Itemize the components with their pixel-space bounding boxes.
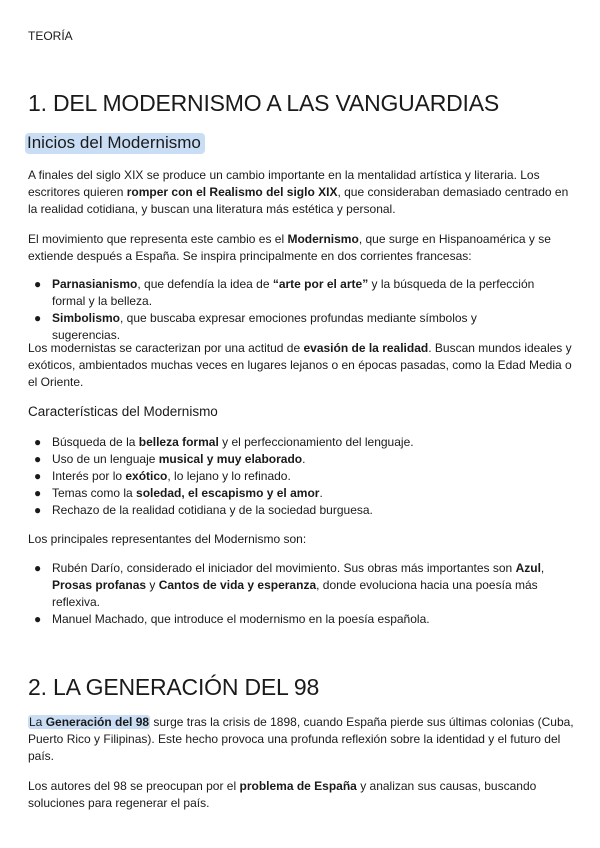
bullet-icon: ●: [34, 469, 42, 483]
list-item: ● Uso de un lenguaje musical y muy elaborado.: [34, 452, 306, 466]
bullet-icon: ●: [34, 277, 42, 291]
bullet-icon: ●: [34, 435, 42, 449]
list-item-simbolismo: ● Simbolismo, que buscaba expresar emociones profundas mediante símbolos y sugerencias.: [34, 311, 477, 342]
list-item: ● Interés por lo exótico, lo lejano y lo refinado.: [34, 469, 291, 483]
features-title: Características del Modernismo: [28, 404, 218, 419]
highlight-span: La Generación del 98: [29, 715, 150, 729]
list-item-ruben-dario: ● Rubén Darío, considerado el iniciador del movimiento. Sus obras más importantes son Azul, Prosas profanas y Cantos de vida y esperanza, donde evoluciona hacia una poesía más reflexiva.: [34, 561, 545, 609]
features-list: [28, 434, 576, 519]
paragraph-representantes: Los principales representantes del Modernismo son:: [28, 532, 307, 546]
paragraph-intro: A finales del siglo XIX se produce un cambio importante en la mentalidad artística y literaria. Los escritores quieren romper con el Realismo del siglo XIX, que consideraban demasiado centrado en la realidad cotidiana, y buscan una literatura más estética y personal.: [28, 168, 569, 216]
list-item: ● Rechazo de la realidad cotidiana y de la sociedad burguesa.: [34, 503, 373, 517]
bullet-icon: ●: [34, 452, 42, 466]
list-item-parnasianismo: ● Parnasianismo, que defendía la idea de “arte por el arte” y la búsqueda de la perfección formal y la belleza.: [34, 277, 535, 308]
currents-list: [28, 276, 548, 344]
bullet-icon: ●: [34, 311, 42, 325]
paragraph-generacion98: La Generación del 98 surge tras la crisis de 1898, cuando España pierde sus últimas colonias (Cuba, Puerto Rico y Filipinas). Este hecho provoca una profunda reflexión sobre la identidad y el futuro del país.: [28, 715, 574, 763]
list-item: ● Temas como la soledad, el escapismo y el amor.: [34, 486, 323, 500]
section1-subtitle: Inicios del Modernismo: [25, 133, 205, 154]
section1-title: 1. DEL MODERNISMO A LAS VANGUARDIAS: [28, 90, 500, 116]
paragraph-problema-espana: Los autores del 98 se preocupan por el problema de España y analizan sus causas, buscando soluciones para regenerar el país.: [28, 779, 537, 810]
bullet-icon: ●: [34, 612, 42, 626]
list-item-manuel-machado: ● Manuel Machado, que introduce el modernismo en la poesía española.: [34, 612, 430, 626]
paragraph-evasion: Los modernistas se caracterizan por una actitud de evasión de la realidad. Buscan mundos ideales y exóticos, ambientados muchas veces en lugares lejanos o en épocas pasadas, como la Edad Media o el Oriente.: [28, 341, 572, 389]
paragraph-modernismo: El movimiento que representa este cambio es el Modernismo, que surge en Hispanoamérica y se extiende después a España. Se inspira principalmente en dos corrientes francesas:: [28, 232, 551, 263]
page-label: TEORÍA: [28, 29, 73, 43]
authors-list: [28, 560, 550, 628]
list-item: ● Búsqueda de la belleza formal y el perfeccionamiento del lenguaje.: [34, 435, 414, 449]
bullet-icon: ●: [34, 561, 42, 575]
bullet-icon: ●: [34, 486, 42, 500]
bullet-icon: ●: [34, 503, 42, 517]
section2-title: 2. LA GENERACIÓN DEL 98: [28, 674, 320, 700]
